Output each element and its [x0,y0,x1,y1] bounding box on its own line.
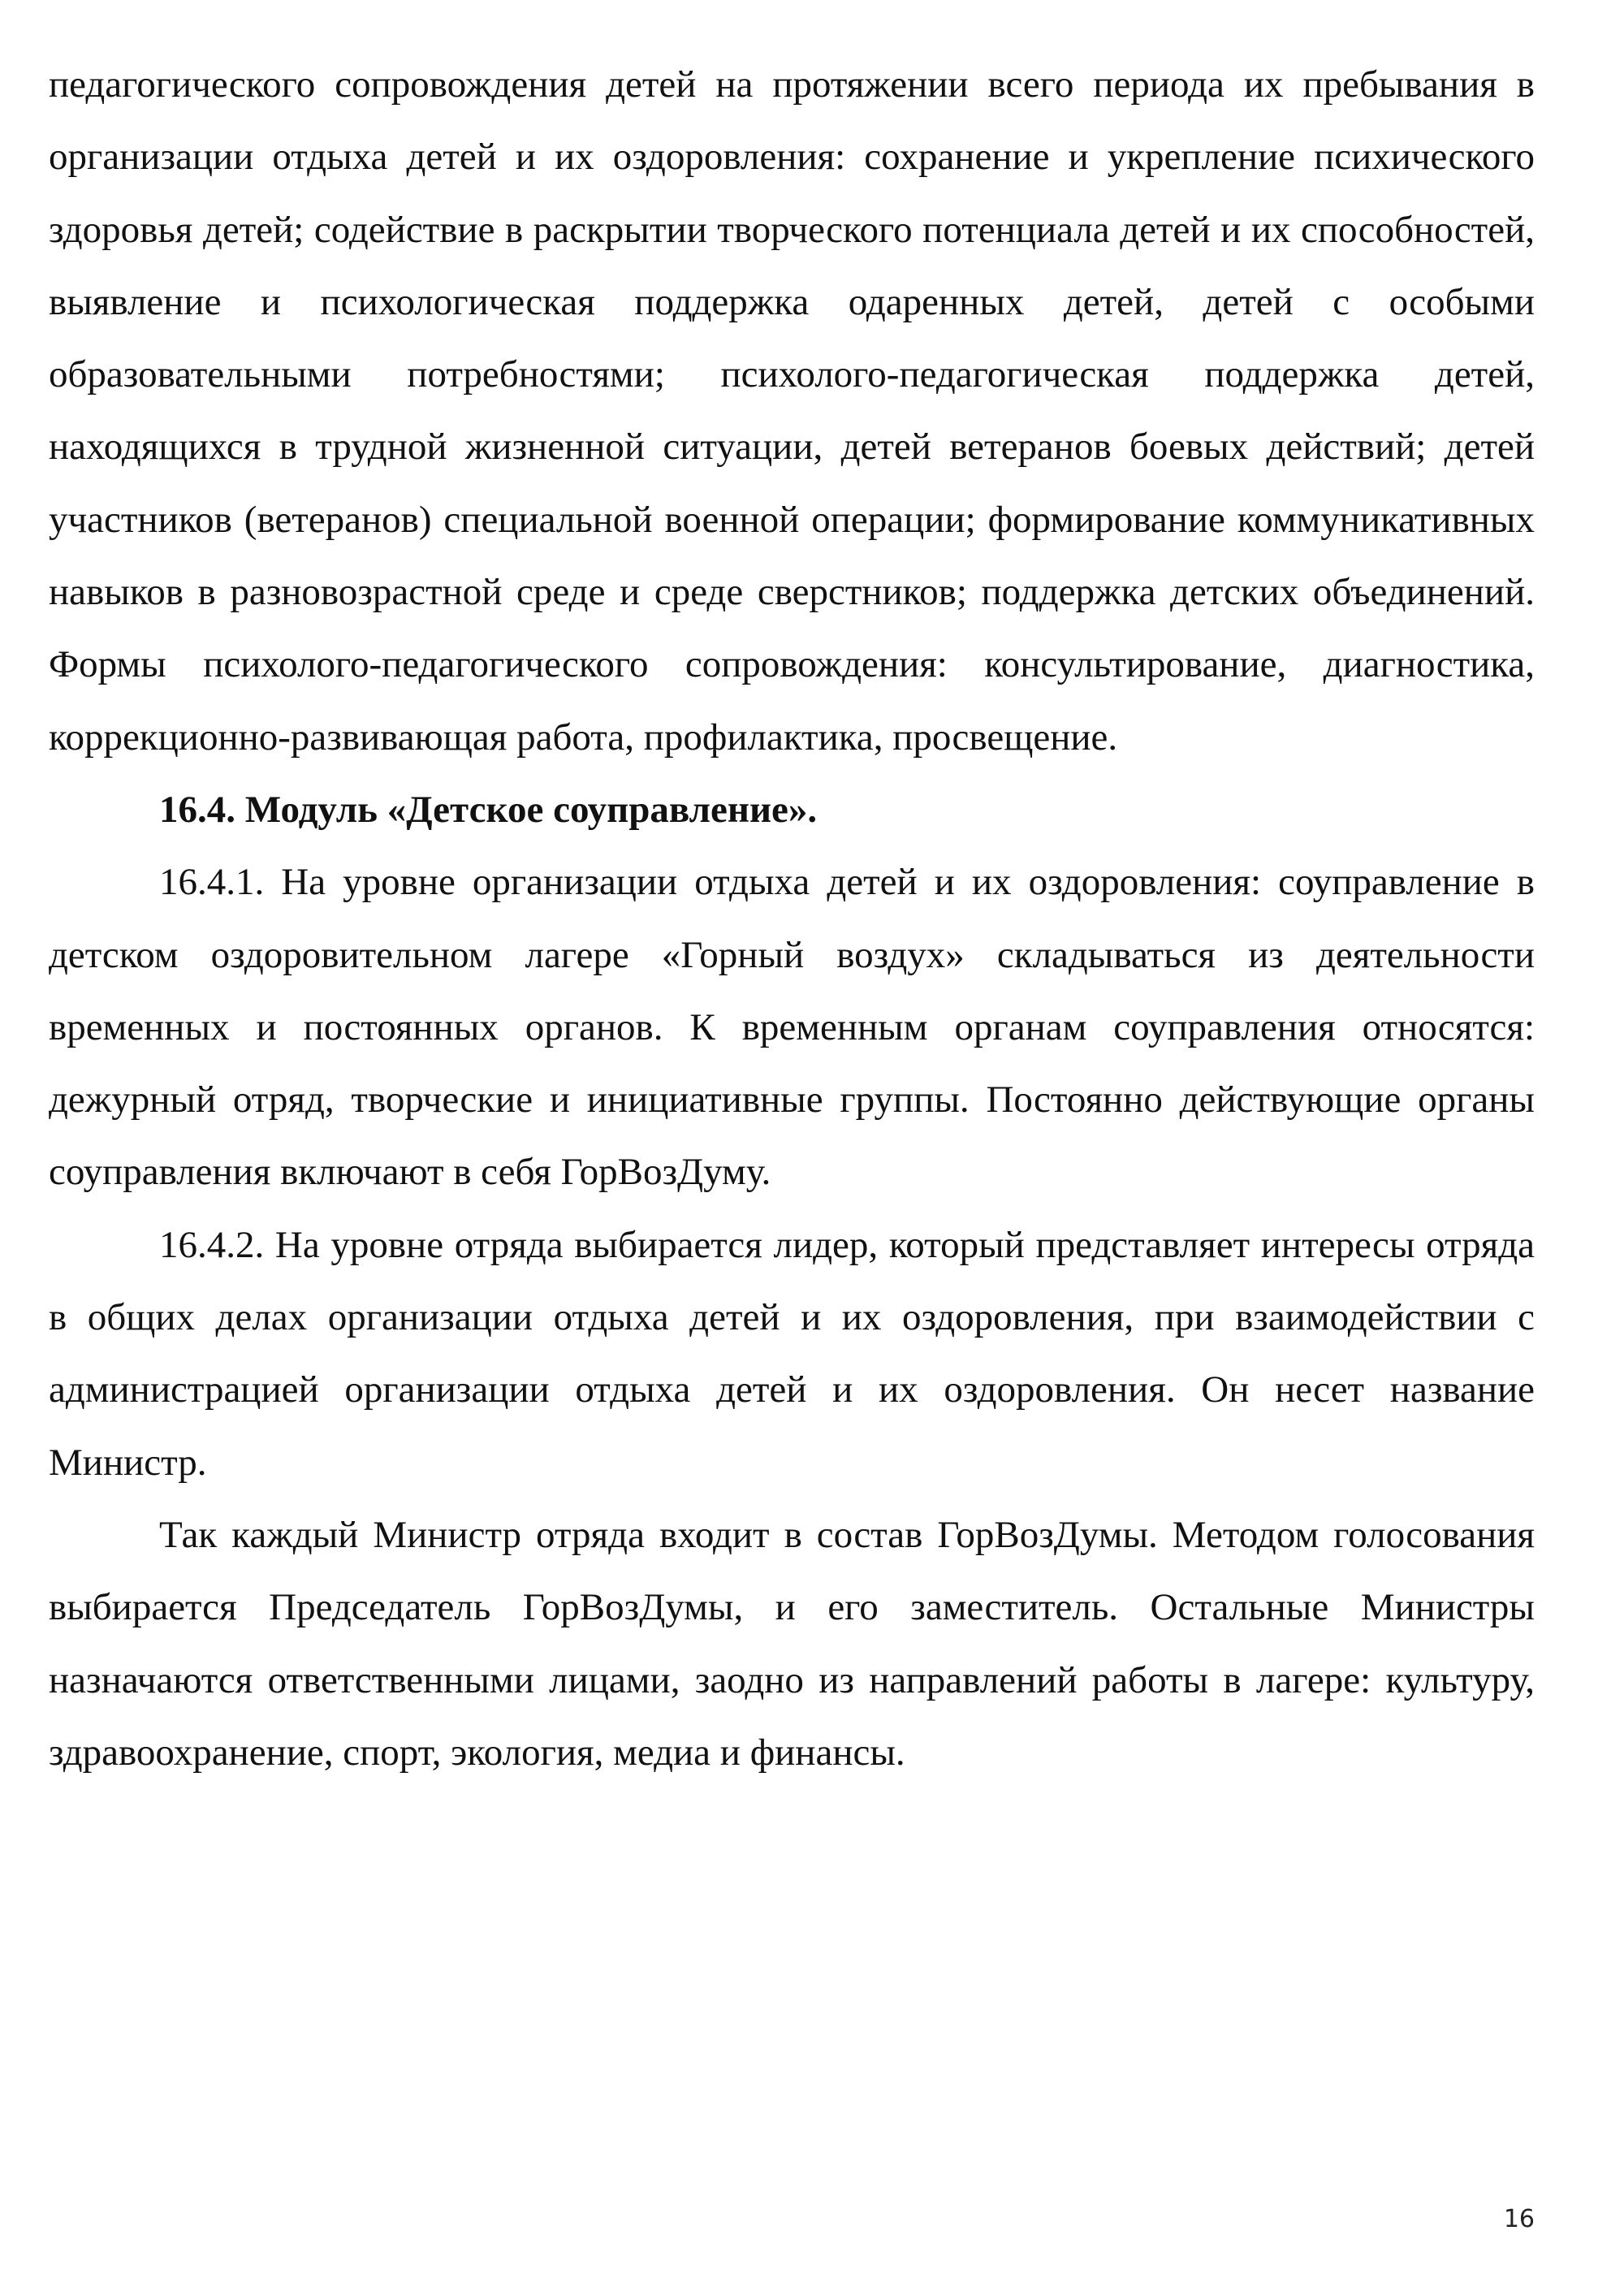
page-number: 16 [1503,2205,1535,2233]
paragraph-psychological-support: педагогического сопровождения детей на протяжении всего периода их пребывания в организации отдыха детей и их оздоровления: сохранение и укрепление психического здоровья детей; содействие в раскрытии творческого потенциала детей и их способностей, выявление и психологическая поддержка одаренных детей, детей с особыми образовательными потребностями; психолого-педагогическая поддержка детей, находящихся в трудной жизненной ситуации, детей ветеранов боевых действий; детей участников (ветеранов) специальной военной операции; формирование коммуникативных навыков в разновозрастной среде и среде сверстников; поддержка детских объединений. Формы психолого-педагогического сопровождения: консультирование, диагностика, коррекционно-развивающая работа, профилактика, просвещение. [49,63,1535,759]
paragraph-16-4-1: 16.4.1. На уровне организации отдыха детей и их оздоровления: соуправление в детском оздоровительном лагере «Горный воздух» складываться из деятельности временных и постоянных органов. К временным органам соуправления относятся: дежурный отряд, творческие и инициативные группы. Постоянно действующие органы соуправления включают в себя ГорВозДуму. [49,861,1535,1194]
paragraph-16-4-2: 16.4.2. На уровне отряда выбирается лидер, который представляет интересы отряда в общих делах организации отдыха детей и их оздоровления, при взаимодействии с администрацией организации отдыха детей и их оздоровления. Он несет название Министр. [49,1223,1535,1484]
section-heading-16-4: 16.4. Модуль «Детское соуправление». [159,788,818,831]
document-page [49,49,1535,1789]
paragraph-ministers: Так каждый Министр отряда входит в состав ГорВозДумы. Методом голосования выбирается Председатель ГорВозДумы, и его заместитель. Остальные Министры назначаются ответственными лицами, заодно из направлений работы в лагере: культуру, здравоохранение, спорт, экология, медиа и финансы. [49,1513,1535,1774]
